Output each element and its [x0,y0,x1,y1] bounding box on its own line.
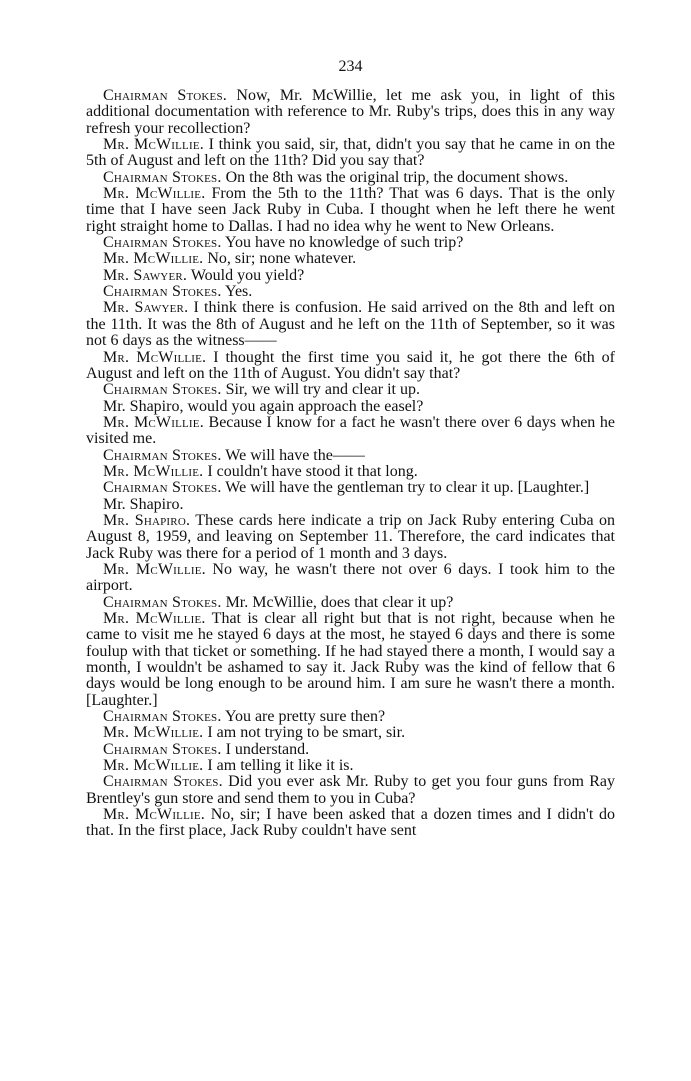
speaker-name: Chairman Stokes. [103,168,222,186]
paragraph-text: We will have the gentleman try to clear it up. [Laughter.] [221,479,590,497]
transcript-paragraph [86,350,615,383]
paragraph-text: Did you ever ask Mr. Ruby to get you four guns from Ray Brentley's gun store and send them to you in Cuba? [86,773,616,807]
transcript-paragraph [86,742,615,758]
transcript-paragraph [86,268,615,284]
speaker-name: Mr. Shapiro. [103,511,191,529]
transcript-paragraph [86,807,615,840]
paragraph-text: That is clear all right but that is not right, because when he came to visit me he stayed 6 days at the most, he stayed 6 days and there is some foulup with that ticket or something. If he had stayed there a month, I would say a month, I wouldn't be ashamed to say it. Jack Ruby was the kind of fellow that 6 days would be long enough to be around him. I am sure he wasn't there a month. [Laughter.] [86,610,616,709]
transcript-paragraph [86,464,615,480]
speaker-name: Mr. McWillie. [103,610,206,627]
paragraph-text: I think you said, sir, that, didn't you say that he came in on the 5th of August and left on the 11th? Did you say that? [86,136,616,170]
speaker-name: Chairman Stokes. [103,234,222,252]
speaker-name: Chairman Stokes. [103,87,227,104]
speaker-name: Chairman Stokes. [103,479,222,497]
paragraph-text: You are pretty sure then? [221,708,386,726]
speaker-name: Mr. McWillie. [103,724,204,742]
transcript-paragraph [86,88,615,137]
paragraph-text: You have no knowledge of such trip? [221,234,464,252]
paragraph-text: Now, Mr. McWillie, let me ask you, in light of this additional documentation with reference to Mr. Ruby's trips, does this in any way refresh your recollection? [86,87,615,137]
transcript-paragraph [86,448,615,464]
speaker-name: Chairman Stokes. [103,708,222,726]
paragraph-text: We will have the—— [221,446,365,464]
paragraph-text: Because I know for a fact he wasn't there over 6 days when he visited me. [86,413,616,448]
speaker-name: Chairman Stokes. [103,283,222,301]
speaker-name: Mr. McWillie. [103,185,206,203]
transcript-paragraph [86,595,615,611]
paragraph-text: I couldn't have stood it that long. [203,462,418,480]
paragraph-text: No, sir; I have been asked that a dozen times and I didn't do that. In the first place, Jack Ruby couldn't have sent [86,806,616,840]
transcript-paragraph [86,562,615,595]
paragraph-text: I am not trying to be smart, sir. [203,724,406,742]
speaker-name: Mr. McWillie. [103,757,204,775]
paragraph-text: These cards here indicate a trip on Jack Ruby entering Cuba on August 8, 1959, and leaving on September 11. Therefore, the card indicates that Jack Ruby was there for a period of 1 month and 3 days. [86,511,616,562]
speaker-name: Chairman Stokes. [103,593,222,611]
paragraph-text: Mr. Shapiro. [103,495,184,513]
transcript-paragraph [86,709,615,725]
transcript-paragraph [86,284,615,300]
paragraph-text: No, sir; none whatever. [203,250,357,268]
paragraph-text: From the 5th to the 11th? That was 6 days. That is the only time that I have seen Jack Ruby in Cuba. I thought when he left there he went right straight home to Dallas. I had no idea why he went to New Orleans. [86,185,616,235]
speaker-name: Mr. Sawyer. [103,266,188,284]
speaker-name: Mr. McWillie. [103,250,204,268]
transcript-paragraph [86,170,615,186]
paragraph-text: I thought the first time you said it, he got there the 6th of August and left on the 11th of August. You didn't say that? [86,348,616,382]
transcript-paragraph [86,137,615,170]
transcript-paragraph [86,497,615,513]
paragraph-text: Sir, we will try and clear it up. [221,381,420,399]
paragraph-text: Mr. McWillie, does that clear it up? [221,593,454,611]
speaker-name: Chairman Stokes. [103,773,223,791]
paragraph-text: Yes. [221,283,253,301]
paragraph-text: I think there is confusion. He said arrived on the 8th and left on the 11th. It was the 8th of August and he left on the 11th of September, so it was not 6 days as the witness—— [86,299,615,350]
paragraph-text: I am telling it like it is. [203,757,354,775]
speaker-name: Mr. McWillie. [103,806,206,824]
speaker-name: Mr. McWillie. [103,413,204,431]
paragraph-text: I understand. [221,740,310,758]
transcript-paragraph [86,415,615,448]
transcript-paragraph [86,513,615,562]
transcript-paragraph [86,399,615,415]
paragraph-text: Mr. Shapiro, would you again approach the easel? [103,397,424,415]
transcript-paragraph [86,235,615,251]
speaker-name: Mr. McWillie. [103,136,204,154]
paragraph-text: Would you yield? [187,266,305,284]
transcript-paragraph [86,300,615,349]
paragraph-text: No way, he wasn't there not over 6 days. I took him to the airport. [86,560,615,595]
speaker-name: Mr. McWillie. [103,560,206,578]
speaker-name: Chairman Stokes. [103,446,222,464]
page-number: 234 [338,58,363,75]
transcript-paragraph [86,725,615,741]
speaker-name: Chairman Stokes. [103,740,222,758]
transcript-paragraph [86,480,615,496]
transcript-paragraph [86,774,615,807]
speaker-name: Chairman Stokes. [103,381,222,399]
speaker-name: Mr. Sawyer. [103,299,189,317]
transcript-paragraph [86,251,615,267]
transcript-paragraph [86,611,615,709]
paragraph-text: On the 8th was the original trip, the document shows. [221,168,569,186]
transcript-paragraph [86,186,615,235]
speaker-name: Mr. McWillie. [103,348,207,366]
transcript-body [86,88,615,840]
transcript-paragraph [86,382,615,398]
speaker-name: Mr. McWillie. [103,462,204,480]
document-page [86,58,615,840]
transcript-paragraph [86,758,615,774]
